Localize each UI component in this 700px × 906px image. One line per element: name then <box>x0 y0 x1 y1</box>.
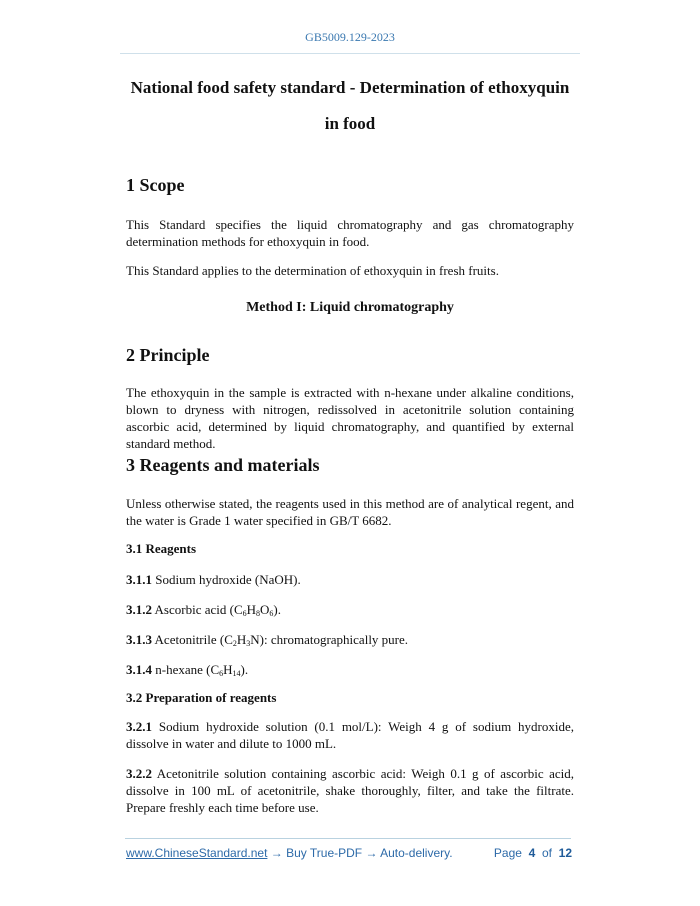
subsection-heading-preparation: 3.2 Preparation of reagents <box>126 690 277 705</box>
item-text: Sodium hydroxide (NaOH). <box>155 572 301 587</box>
document-code: GB5009.129-2023 <box>305 30 395 44</box>
footer-divider <box>125 838 571 839</box>
subsection-heading-reagents: 3.1 Reagents <box>126 541 197 556</box>
item-text: Acetonitrile $(C_2H_3N)$: chromatographically pure. <box>154 632 409 648</box>
item-number: 3.2.2 <box>126 766 152 781</box>
title-line-2: in food <box>324 114 376 133</box>
footer-promo: → Buy True-PDF → Auto-delivery. <box>267 846 453 860</box>
scope-paragraph-1: This Standard specifies the liquid chromatography and gas chromatography determination methods for ethoxyquin in food. <box>126 217 574 249</box>
item-number: 3.1.1 <box>126 572 152 587</box>
header-divider <box>120 53 580 54</box>
title-line-1: National food safety standard - Determination of ethoxyquin <box>130 78 570 97</box>
item-number: 3.1.4 <box>126 662 152 677</box>
reagent-item <box>126 631 574 652</box>
preparation-item <box>126 765 574 816</box>
method-heading: Method I: Liquid chromatography <box>246 300 454 315</box>
reagent-item <box>126 571 574 588</box>
item-number: 3.1.2 <box>126 602 152 617</box>
item-text: Sodium hydroxide solution (0.1 mol/L): Weigh 4 g of sodium hydroxide, dissolve in water and dilute to 1000 mL. <box>126 719 575 751</box>
page-footer <box>126 846 572 860</box>
item-text: Acetonitrile solution containing ascorbic acid: Weigh 0.1 g of ascorbic acid, dissolve in 100 mL of acetonitrile, shake thoroughly, filter, and take the filtrate. Prepare freshly each time before use. <box>126 766 574 815</box>
item-text: Ascorbic acid $(C_6H_8O_6)$. <box>154 602 282 618</box>
principle-paragraph: The ethoxyquin in the sample is extracted with n-hexane under alkaline conditions, blown to dryness with nitrogen, redissolved in acetonitrile solution containing ascorbic acid, determined by liquid chromatography, and quantified by external standard method. <box>126 385 574 451</box>
section-heading-principle: 2 Principle <box>126 345 210 365</box>
item-number: 3.1.3 <box>126 632 152 647</box>
item-number: 3.2.1 <box>126 719 152 734</box>
reagent-item <box>126 601 574 622</box>
website-link[interactable]: www.ChineseStandard.net <box>126 846 268 860</box>
reagent-item <box>126 661 574 682</box>
current-page: 4 <box>528 846 536 860</box>
reagents-paragraph: Unless otherwise stated, the reagents used in this method are of analytical regent, and the water is Grade 1 water specified in GB/T 6682. <box>126 496 574 528</box>
item-text: n-hexane $(C_6H_{14})$. <box>155 662 249 678</box>
preparation-item <box>126 718 574 752</box>
page-indicator: Page 4 of 12 <box>493 846 572 860</box>
section-heading-reagents: 3 Reagents and materials <box>126 455 320 475</box>
section-heading-scope: 1 Scope <box>126 175 185 195</box>
scope-paragraph-2: This Standard applies to the determination of ethoxyquin in fresh fruits. <box>126 263 499 278</box>
total-pages: 12 <box>558 846 572 860</box>
document-title <box>100 70 600 142</box>
